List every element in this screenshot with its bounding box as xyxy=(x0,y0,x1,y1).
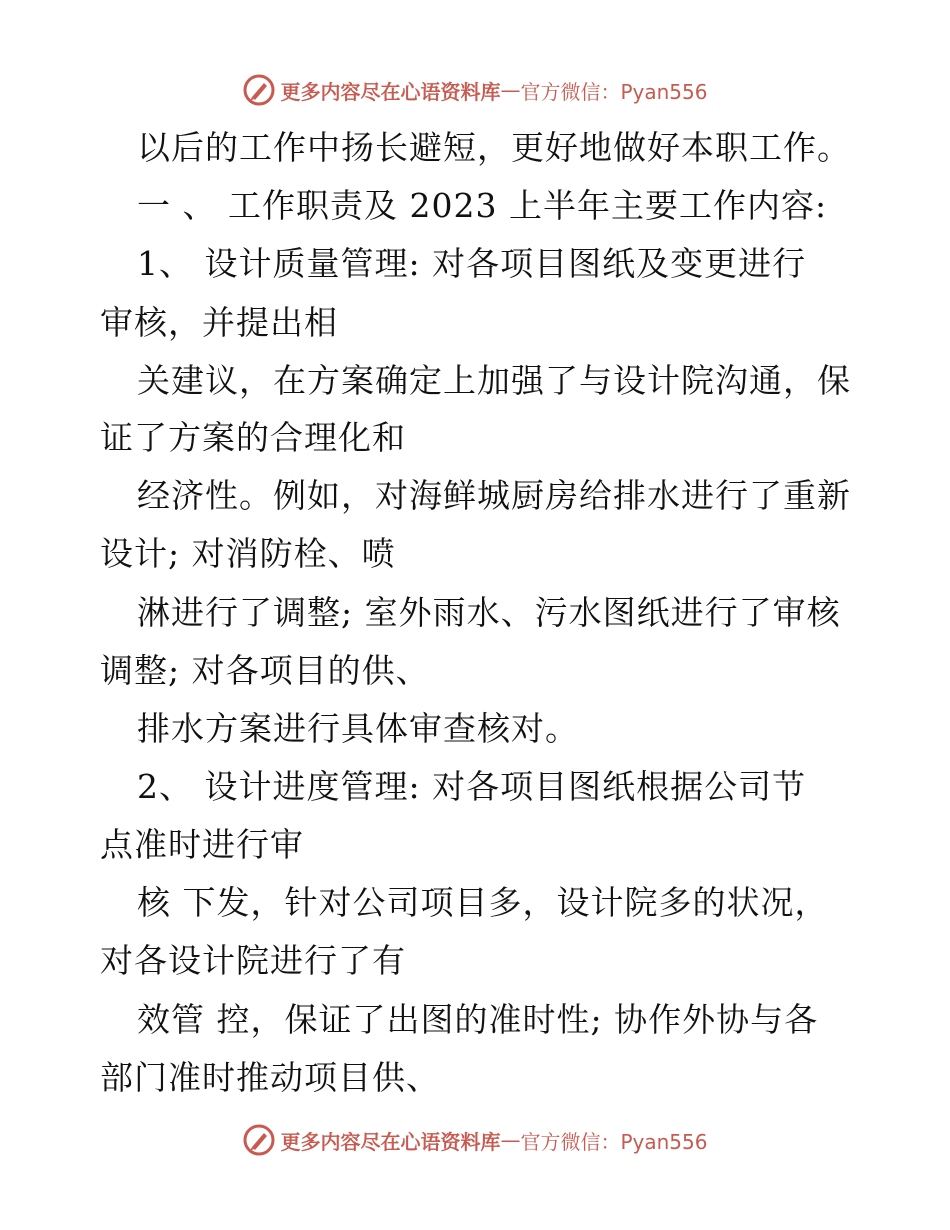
header-dash: — xyxy=(500,78,521,102)
footer-text: 更多内容尽在心语资料库 xyxy=(280,1129,501,1154)
footer-dash: — xyxy=(500,1128,521,1152)
list-item-1-line: 1、 设计质量管理: 对各项目图纸及变更进行 xyxy=(137,244,807,283)
paragraph-line: 经济性。例如，对海鲜城厨房给排水进行了重新 xyxy=(137,476,851,515)
paragraph-line: 淋进行了调整; 室外雨水、污水图纸进行了审核 xyxy=(137,593,841,632)
paragraph-line: 审核，并提出相 xyxy=(100,303,338,342)
paragraph-line: 点准时进行审 xyxy=(100,825,304,864)
footer-suffix: 官方微信：Pyan556 xyxy=(520,1129,708,1154)
paragraph-line: 关建议，在方案确定上加强了与设计院沟通，保 xyxy=(137,361,851,400)
footer-banner xyxy=(0,1118,950,1162)
section-heading: 一 、 工作职责及 2023 上半年主要工作内容: xyxy=(137,186,828,225)
paragraph-line: 效管 控，保证了出图的准时性; 协作外协与各 xyxy=(137,1000,819,1039)
paragraph-line: 对各设计院进行了有 xyxy=(100,941,406,980)
paragraph-line: 部门准时推动项目供、 xyxy=(100,1058,440,1097)
paragraph-line: 证了方案的合理化和 xyxy=(100,418,406,457)
header-text: 更多内容尽在心语资料库 xyxy=(280,79,501,104)
paragraph-line: 调整; 对各项目的供、 xyxy=(100,651,430,690)
paragraph-line: 以后的工作中扬长避短，更好地做好本职工作。 xyxy=(137,128,851,167)
pen-seal-icon xyxy=(242,1123,276,1157)
paragraph-line: 排水方案进行具体审查核对。 xyxy=(137,709,579,748)
paragraph-line: 设计; 对消防栓、喷 xyxy=(100,534,396,573)
list-item-2-line: 2、 设计进度管理: 对各项目图纸根据公司节 xyxy=(137,767,807,806)
paragraph-line: 核 下发，针对公司项目多，设计院多的状况， xyxy=(137,883,829,922)
header-suffix: 官方微信：Pyan556 xyxy=(520,79,708,104)
